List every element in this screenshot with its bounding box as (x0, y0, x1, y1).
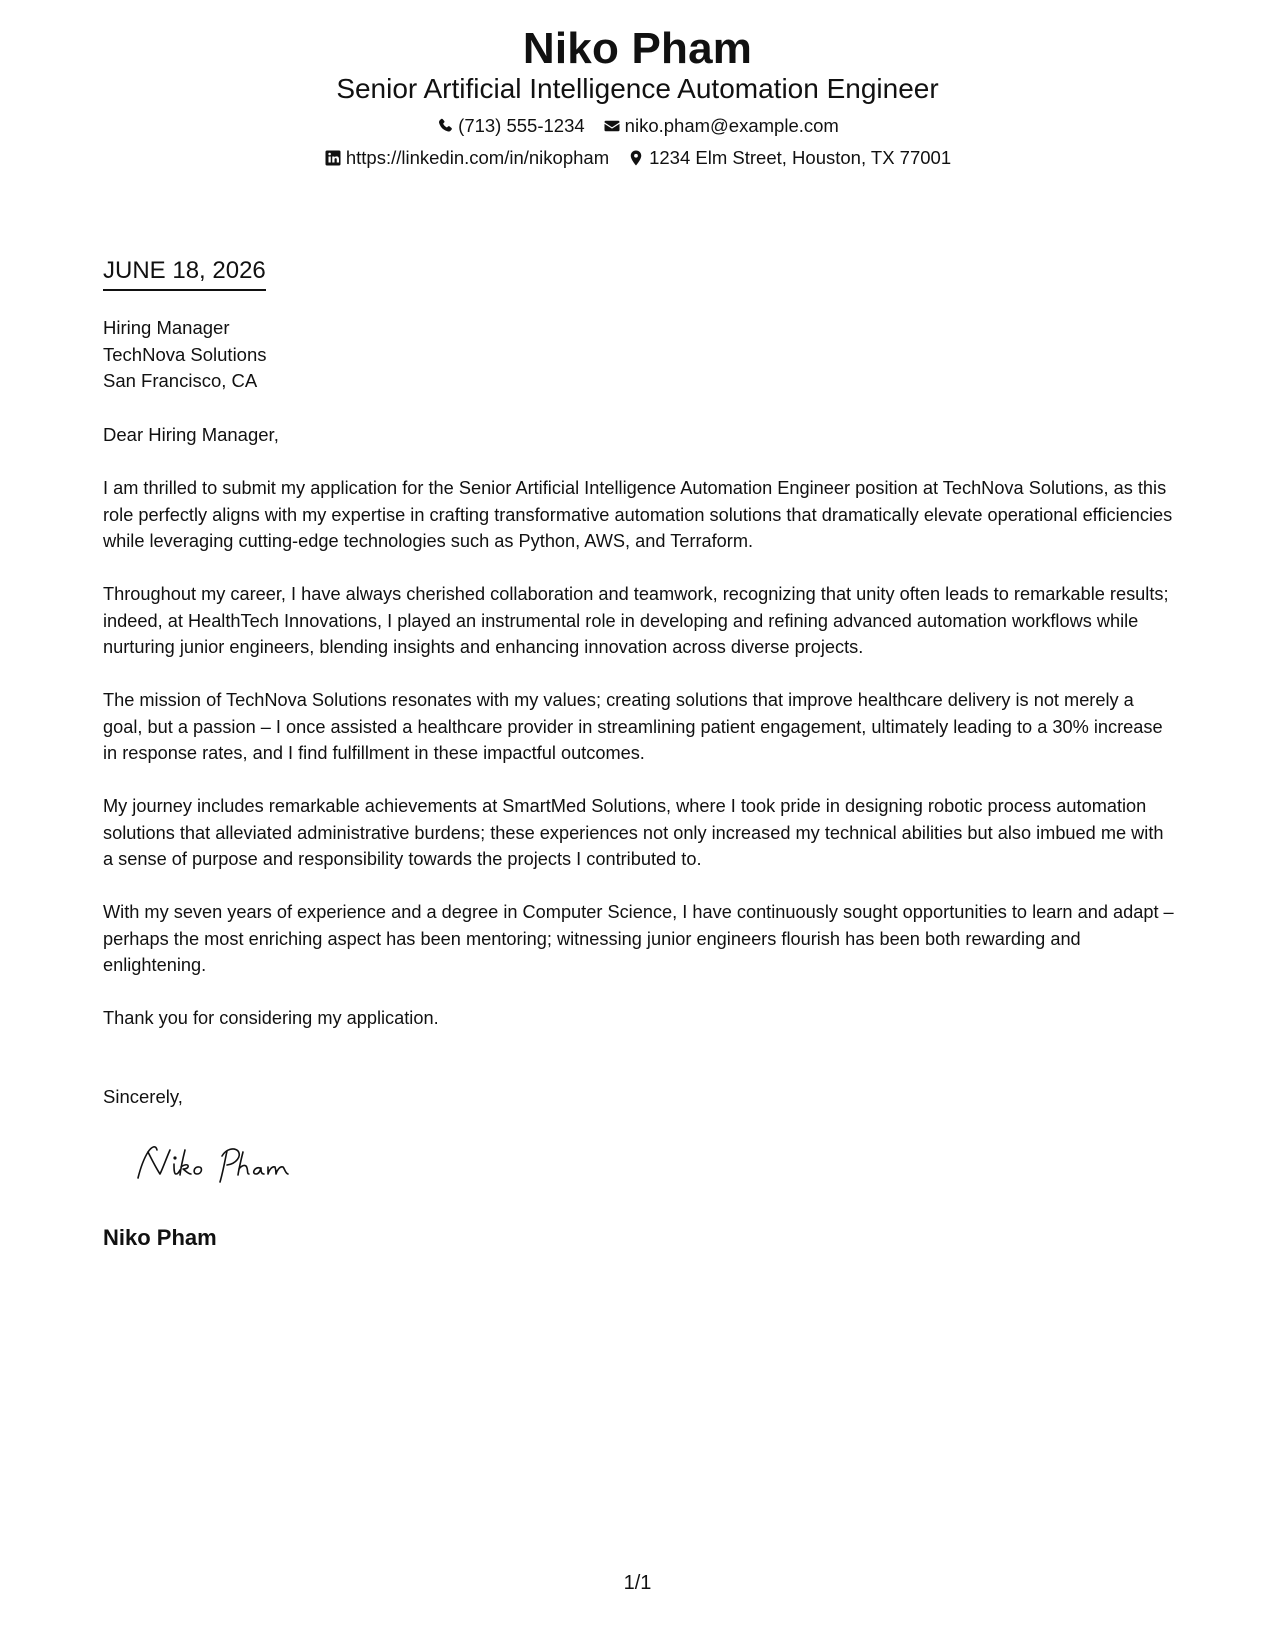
handwritten-signature (130, 1140, 340, 1190)
phone-number: (713) 555-1234 (458, 115, 585, 136)
closing-salutation: Sincerely, (103, 1086, 183, 1107)
recipient-block (103, 315, 267, 395)
letter-date: JUNE 18, 2026 (103, 256, 266, 291)
signer-name: Niko Pham (103, 1225, 217, 1250)
phone-contact (436, 114, 585, 138)
recipient-company: TechNova Solutions (103, 343, 267, 365)
contact-line-secondary (0, 146, 1275, 170)
envelope-icon (603, 117, 621, 135)
linkedin-contact (324, 146, 609, 170)
salutation: Dear Hiring Manager, (103, 424, 279, 445)
contact-line-primary (0, 114, 1275, 138)
body-paragraph: I am thrilled to submit my application for the Senior Artificial Intelligence Automation Engineer position at TechNova Solutions, as this role perfectly aligns with my expertise in crafting transformative automation solutions that dramatically elevate operational efficiencies while leveraging cutting-edge technologies such as Python, AWS, and Terraform. (103, 478, 1173, 551)
body-paragraph: The mission of TechNova Solutions resonates with my values; creating solutions that improve healthcare delivery is not merely a goal, but a passion – I once assisted a healthcare provider in streamlining patient engagement, ultimately leading to a 30% increase in response rates, and I find fulfillment in these impactful outcomes. (103, 690, 1163, 763)
closing-paragraph: Thank you for considering my application. (103, 1008, 439, 1028)
linkedin-url: https://linkedin.com/in/nikopham (345, 147, 610, 168)
body-paragraph: Throughout my career, I have always cherished collaboration and teamwork, recognizing that unity often leads to remarkable results; indeed, at HealthTech Innovations, I played an instrumental role in developing and refining advanced automation workflows while nurturing junior engineers, blending insights and enhancing innovation across diverse projects. (103, 584, 1169, 657)
applicant-name: Niko Pham (522, 24, 753, 73)
location-pin-icon (627, 149, 645, 167)
job-title: Senior Artificial Intelligence Automation Engineer (336, 73, 939, 104)
street-address: 1234 Elm Street, Houston, TX 77001 (649, 147, 952, 168)
phone-icon (436, 117, 454, 135)
recipient-location: San Francisco, CA (103, 370, 258, 391)
page-number: 1/1 (623, 1572, 652, 1594)
email-address: niko.pham@example.com (624, 115, 839, 136)
email-contact (603, 114, 839, 138)
address-contact (627, 146, 951, 170)
body-paragraph: My journey includes remarkable achievements at SmartMed Solutions, where I took pride in designing robotic process automation solutions that alleviated administrative burdens; these experiences not only increased my technical abilities but also imbued me with a sense of purpose and responsibility towards the projects I contributed to. (103, 796, 1164, 869)
body-paragraph: With my seven years of experience and a degree in Computer Science, I have continuously sought opportunities to learn and adapt – perhaps the most enriching aspect has been mentoring; witnessing junior engineers flourish has been both rewarding and enlightening. (103, 902, 1174, 975)
recipient-title: Hiring Manager (103, 317, 230, 338)
linkedin-icon (324, 149, 342, 167)
